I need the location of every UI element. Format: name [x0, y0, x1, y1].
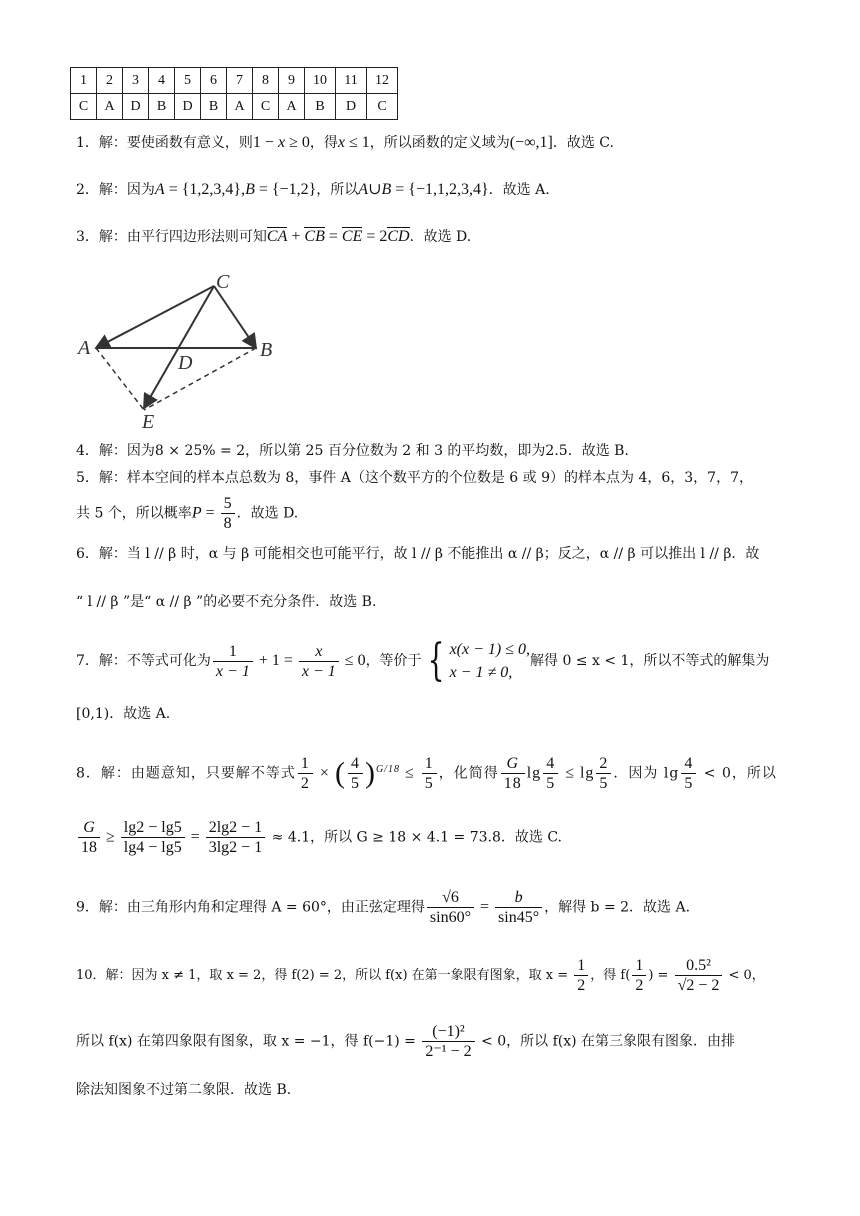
numerator: G: [78, 818, 100, 838]
text: ，所以: [316, 182, 359, 198]
text: 8．解：由题意知，只要解不等式: [76, 765, 296, 782]
denominator: 3lg2 − 1: [208, 839, 263, 857]
solution-8-line-1: [76, 754, 777, 793]
table-cell: 5: [175, 68, 201, 94]
math: 1 −: [252, 134, 278, 151]
text: 9．解：由三角形内角和定理得 A = 60°，由正弦定理得: [76, 899, 425, 916]
math: =: [201, 504, 219, 522]
math: ≤ 0: [340, 652, 366, 670]
solution-2: [76, 180, 550, 199]
math: (−∞,1]: [509, 134, 553, 151]
solution-9: [76, 888, 690, 927]
table-cell: D: [123, 94, 149, 120]
table-cell: B: [149, 94, 175, 120]
table-cell: C: [367, 94, 398, 120]
numerator: 1: [632, 956, 646, 976]
text: ．故选 A.: [488, 182, 550, 198]
fraction: [422, 1022, 474, 1061]
denominator: √2 − 2: [677, 977, 720, 995]
math: ≥: [102, 828, 119, 846]
table-cell: 9: [279, 68, 305, 94]
label-d: D: [178, 352, 193, 374]
math: =: [186, 828, 204, 846]
math: P: [191, 504, 202, 522]
numerator: 2lg2 − 1: [206, 818, 265, 838]
denominator: 5: [684, 775, 694, 793]
solution-4: 4．解：因为8 × 25% = 2，所以第 25 百分位数为 2 和 3 的平均数，即为2.5．故选 B.: [76, 443, 629, 459]
denominator: 5: [424, 775, 434, 793]
numerator: 4: [543, 754, 558, 774]
math: lg: [526, 764, 542, 782]
denominator: 5: [350, 775, 360, 793]
vector-cb: [214, 286, 256, 348]
denominator: 18: [81, 839, 97, 857]
solution-3: [76, 227, 471, 246]
text: ．因为 lg: [613, 765, 680, 782]
text: 解得 0 ≤ x < 1，所以不等式的解集为: [530, 653, 770, 670]
denominator: x − 1: [301, 662, 336, 680]
table-cell: C: [253, 94, 279, 120]
numerator: 4: [681, 754, 696, 774]
denominator: 2: [577, 977, 586, 995]
answer-table-answer-row: [71, 94, 398, 120]
fraction: [596, 754, 611, 793]
numerator: 4: [348, 754, 363, 774]
fraction: [206, 818, 265, 857]
math: A: [154, 181, 165, 198]
math: +: [287, 228, 305, 245]
math: ×: [314, 764, 335, 782]
math: =: [324, 228, 342, 245]
math: + 1 =: [254, 652, 297, 670]
text: ，解得 b = 2．故选 A.: [544, 899, 691, 916]
table-cell: B: [201, 94, 227, 120]
fraction: [501, 754, 525, 793]
numerator: 1: [574, 956, 588, 976]
solution-6-line-1: 6．解：当 l // β 时，α 与 β 可能相交也可能平行，故 l // β 不能推出 α // β；反之，α // β 可以推出 l // β．故: [76, 546, 760, 562]
math: = {−1,1,2,3,4}: [391, 181, 489, 198]
solution-5-line-2: [76, 494, 298, 533]
answer-table-number-row: [71, 68, 398, 94]
numerator: G: [501, 754, 525, 774]
math: =: [476, 898, 494, 916]
numerator: (−1)²: [422, 1022, 474, 1042]
denominator: lg4 − lg5: [123, 839, 182, 857]
solution-7-line-2: [0,1)．故选 A.: [76, 706, 171, 722]
table-cell: 6: [201, 68, 227, 94]
solution-6-line-2: “ l // β ”是“ α // β ”的必要不充分条件．故选 B.: [76, 594, 377, 610]
numerator: 5: [221, 494, 235, 514]
numerator: 1: [422, 754, 437, 774]
table-cell: 3: [123, 68, 149, 94]
text: < 0，所以: [698, 765, 777, 782]
math: ∪: [368, 181, 382, 198]
numerator: 1: [213, 642, 253, 662]
table-cell: 10: [305, 68, 336, 94]
fraction: [422, 754, 437, 793]
table-cell: 2: [97, 68, 123, 94]
table-cell: 7: [227, 68, 253, 94]
math: ≥ 0: [285, 134, 310, 151]
math: x: [337, 134, 345, 151]
solution-10-line-1: [76, 956, 765, 995]
table-cell: A: [279, 94, 305, 120]
vector: CE: [341, 228, 363, 245]
text: 3．解：由平行四边形法则可知: [76, 229, 267, 245]
table-cell: 1: [71, 68, 97, 94]
math: ≤ lg: [560, 764, 595, 782]
answer-table: [70, 67, 398, 120]
table-cell: A: [227, 94, 253, 120]
text: < 0，: [724, 968, 765, 984]
fraction: [427, 888, 474, 927]
math: ≤: [399, 764, 420, 782]
table-cell: 4: [149, 68, 175, 94]
math: x: [277, 134, 286, 151]
text: ，等价于: [365, 653, 422, 670]
fraction: [681, 754, 696, 793]
text: 10．解：因为 x ≠ 1，取 x = 2，得 f(2) = 2，所以 f(x) 在第一象限有图象，取 x =: [76, 968, 573, 984]
fraction: [213, 642, 253, 681]
label-e: E: [142, 411, 155, 433]
numerator: √6: [427, 888, 474, 908]
parallelogram-figure: [76, 268, 286, 433]
fraction: [298, 754, 313, 793]
denominator: 18: [503, 775, 522, 793]
text: ，得: [309, 135, 338, 151]
text: 共 5 个，所以概率: [76, 505, 192, 522]
numerator: 0.5²: [675, 956, 723, 976]
text: 2．解：因为: [76, 182, 155, 198]
denominator: 8: [223, 515, 232, 533]
vector: CB: [304, 228, 325, 245]
fraction: [121, 818, 185, 857]
text: ≈ 4.1，所以 G ≥ 18 × 4.1 = 73.8．故选 C.: [267, 829, 562, 846]
label-a: A: [78, 337, 91, 359]
math: = 2: [362, 228, 388, 245]
paren-icon: (: [334, 756, 346, 790]
denominator: 2⁻¹ − 2: [425, 1043, 472, 1061]
solution-10-line-3: 除法知图象不过第二象限．故选 B.: [76, 1082, 292, 1098]
solution-5-line-1: 5．解：样本空间的样本点总数为 8，事件 A（这个数平方的个位数是 6 或 9）的样本点为 4，6，3，7，7，: [76, 470, 753, 486]
math: A: [358, 181, 369, 198]
fraction: [632, 956, 646, 995]
table-cell: 12: [367, 68, 398, 94]
denominator: 5: [599, 775, 609, 793]
text: ，化简得: [438, 765, 499, 782]
table-cell: A: [97, 94, 123, 120]
denominator: 5: [546, 775, 556, 793]
exponent: G/18: [375, 764, 400, 776]
text: 7．解：不等式可化为: [76, 653, 211, 670]
text: ．故选 D.: [409, 229, 472, 245]
denominator: 2: [300, 775, 310, 793]
table-cell: 11: [336, 68, 367, 94]
text: < 0，所以 f(x) 在第三象限有图象．由排: [476, 1033, 736, 1050]
equation: x − 1 ≠ 0,: [449, 664, 513, 682]
solution-7-line-1: [76, 635, 770, 687]
equation: x(x − 1) ≤ 0,: [449, 641, 530, 658]
math: = {1,2,3,4},: [164, 181, 246, 198]
denominator: x − 1: [215, 662, 250, 680]
label-b: B: [260, 339, 273, 361]
text: 所以 f(x) 在第四象限有图象，取 x = −1，得 f(−1) =: [76, 1033, 421, 1050]
numerator: x: [299, 642, 339, 662]
fraction: [495, 888, 542, 927]
solution-10-line-2: [76, 1022, 735, 1061]
text: ，得 f(: [590, 968, 631, 984]
denominator: sin60°: [429, 909, 471, 927]
numerator: 1: [298, 754, 313, 774]
table-cell: B: [305, 94, 336, 120]
math: B: [245, 181, 255, 198]
table-cell: C: [71, 94, 97, 120]
table-cell: 8: [253, 68, 279, 94]
fraction: [574, 956, 588, 995]
solution-1: [76, 133, 614, 152]
brace-icon: {: [427, 635, 444, 687]
fraction: [299, 642, 339, 681]
fraction: [348, 754, 363, 793]
segment-ae: [96, 348, 144, 410]
solution-8-line-2: [76, 818, 562, 857]
text: ) =: [648, 968, 673, 984]
table-cell: D: [336, 94, 367, 120]
numerator: b: [495, 888, 542, 908]
vector: CA: [266, 228, 288, 245]
fraction: [78, 818, 100, 857]
fraction: [675, 956, 723, 995]
table-cell: D: [175, 94, 201, 120]
denominator: 2: [635, 977, 644, 995]
equation-system: [450, 638, 530, 684]
text: 1．解：要使函数有意义，则: [76, 135, 253, 151]
denominator: sin45°: [498, 909, 540, 927]
vector: CD: [387, 228, 410, 245]
text: ，所以函数的定义域为: [369, 135, 510, 151]
math: = {−1,2}: [254, 181, 317, 198]
fraction: [221, 494, 235, 533]
text: ．故选 C.: [552, 135, 614, 151]
fraction: [543, 754, 558, 793]
label-c: C: [216, 271, 230, 293]
paren-icon: ): [364, 756, 376, 790]
numerator: lg2 − lg5: [121, 818, 185, 838]
numerator: 2: [596, 754, 611, 774]
math: B: [381, 181, 392, 198]
text: ．故选 D.: [236, 505, 299, 522]
math: ≤ 1: [344, 134, 370, 151]
